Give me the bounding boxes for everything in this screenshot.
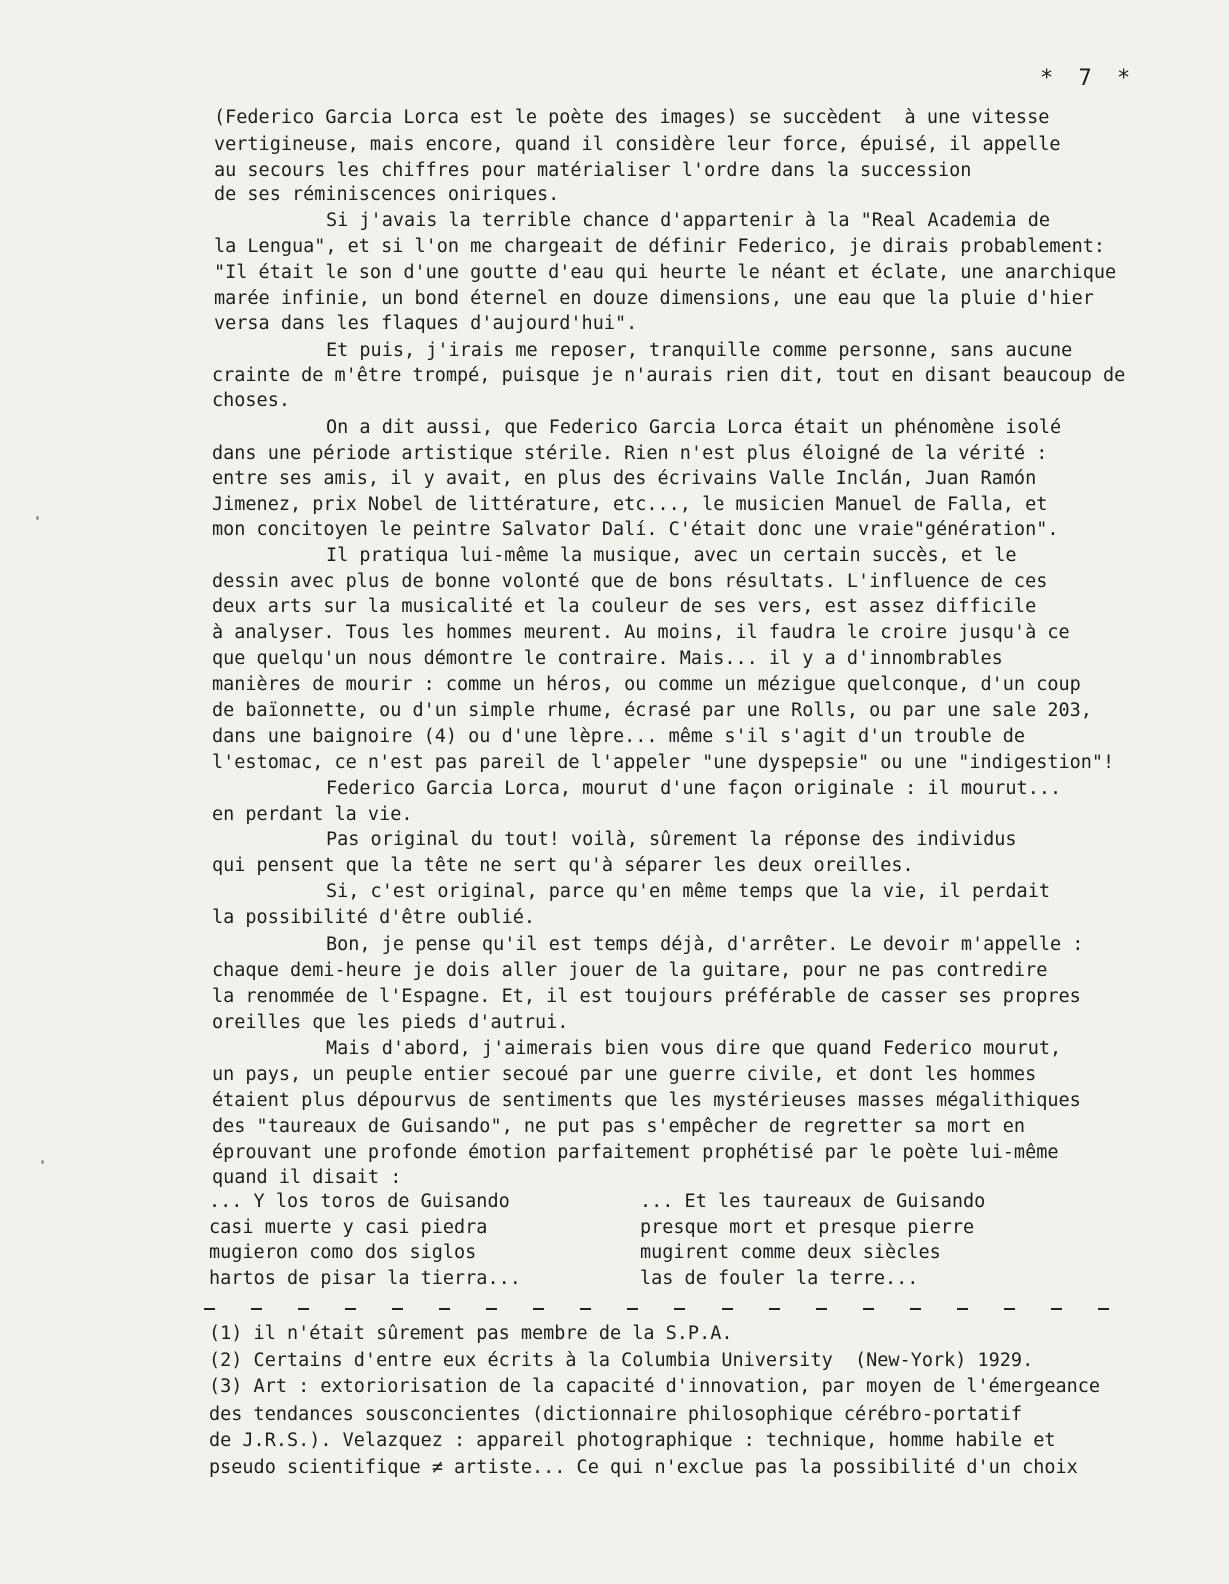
- poem-line: presque mort et presque pierre: [640, 1216, 975, 1238]
- poem-french: [640, 1191, 985, 1293]
- body-line: marée infinie, un bond éternel en douze dimensions, une eau que la pluie d'hier: [214, 288, 1094, 309]
- body-line: deux arts sur la musicalité et la couleur de ses vers, est assez difficile: [212, 596, 1037, 617]
- separator-dash: [580, 1308, 591, 1310]
- body-line: Federico Garcia Lorca, mourut d'une façon originale : il mourut...: [326, 778, 1062, 799]
- footnote-separator: [204, 1302, 1109, 1318]
- body-line: choses.: [212, 390, 290, 411]
- separator-dash: [251, 1308, 262, 1310]
- body-line: manières de mourir : comme un héros, ou comme un mézigue quelconque, d'un coup: [212, 674, 1081, 695]
- separator-dash: [722, 1308, 733, 1310]
- body-line: l'estomac, ce n'est pas pareil de l'appeler "une dyspepsie" ou une "indigestion"!: [212, 752, 1115, 773]
- body-line: étaient plus dépourvus de sentiments que les mystérieuses masses mégalithiques: [212, 1090, 1081, 1111]
- body-line: chaque demi-heure je dois aller jouer de la guitare, pour ne pas contredire: [212, 960, 1048, 981]
- body-line: Jimenez, prix Nobel de littérature, etc..., le musicien Manuel de Falla, et: [212, 494, 1048, 515]
- poem-spanish: [209, 1191, 521, 1293]
- body-line: de baïonnette, ou d'un simple rhume, écrasé par une Rolls, ou par une sale 203,: [212, 700, 1092, 721]
- footnote-line: de J.R.S.). Velazquez : appareil photographique : technique, homme habile et: [209, 1430, 1056, 1451]
- body-line: dans une baignoire (4) ou d'une lèpre... même s'il s'agit d'un trouble de: [212, 726, 1026, 747]
- separator-dash: [1004, 1308, 1015, 1310]
- page-number: * 7 *: [1040, 66, 1137, 91]
- body-line: mon concitoyen le peintre Salvator Dalí. C'était donc une vraie"génération".: [212, 519, 1059, 540]
- body-line: la possibilité d'être oublié.: [212, 907, 536, 928]
- poem-line: mugieron como dos siglos: [209, 1242, 477, 1263]
- poem-line: las de fouler la terre...: [640, 1267, 919, 1289]
- body-line: à analyser. Tous les hommes meurent. Au moins, il faudra le croire jusqu'à ce: [212, 622, 1070, 643]
- body-line: un pays, un peuple entier secoué par une guerre civile, et dont les hommes: [212, 1064, 1037, 1085]
- poem-line: casi muerte y casi piedra: [209, 1216, 488, 1238]
- paper-speck: [41, 1160, 44, 1164]
- body-line: la Lengua", et si l'on me chargeait de définir Federico, je dirais probablement:: [214, 236, 1106, 257]
- body-line: que quelqu'un nous démontre le contraire. Mais... il y a d'innombrables: [212, 648, 1003, 669]
- body-line: Et puis, j'irais me reposer, tranquille comme personne, sans aucune: [326, 340, 1073, 361]
- paper-speck: [36, 516, 39, 520]
- body-line: Bon, je pense qu'il est temps déjà, d'arrêter. Le devoir m'appelle :: [326, 934, 1084, 955]
- body-line: Il pratiqua lui-même la musique, avec un certain succès, et le: [326, 545, 1017, 566]
- footnote-line: des tendances sousconcientes (dictionnaire philosophique cérébro-portatif: [209, 1404, 1023, 1425]
- body-line: entre ses amis, il y avait, en plus des écrivains Valle Inclán, Juan Ramón: [212, 468, 1037, 489]
- body-line: vertigineuse, mais encore, quand il considère leur force, épuisé, il appelle: [214, 134, 1061, 155]
- separator-dash: [486, 1308, 497, 1310]
- body-line: Pas original du tout! voilà, sûrement la réponse des individus: [326, 829, 1017, 850]
- separator-dash: [533, 1308, 544, 1310]
- separator-dash: [298, 1308, 309, 1310]
- body-line: "Il était le son d'une goutte d'eau qui heurte le néant et éclate, une anarchique: [214, 262, 1117, 283]
- body-line: qui pensent que la tête ne sert qu'à séparer les deux oreilles.: [212, 855, 914, 876]
- body-line: oreilles que les pieds d'autrui.: [212, 1012, 569, 1033]
- footnote-line: pseudo scientifique ≠ artiste... Ce qui n'exclue pas la possibilité d'un choix: [209, 1457, 1078, 1478]
- body-line: de ses réminiscences oniriques.: [214, 184, 560, 205]
- body-line: dessin avec plus de bonne volonté que de bons résultats. L'influence de ces: [212, 571, 1048, 592]
- body-line: Si j'avais la terrible chance d'appartenir à la "Real Academia de: [326, 210, 1050, 231]
- footnote-line: (1) il n'était sûrement pas membre de la S.P.A.: [209, 1323, 733, 1344]
- separator-dash: [816, 1308, 827, 1310]
- separator-dash: [627, 1308, 638, 1310]
- body-line: On a dit aussi, que Federico Garcia Lorca était un phénomène isolé: [326, 417, 1062, 438]
- separator-dash: [957, 1308, 968, 1310]
- poem-line: ... Y los toros de Guisando: [209, 1191, 510, 1212]
- poem-line: ... Et les taureaux de Guisando: [640, 1191, 986, 1212]
- body-line: crainte de m'être trompé, puisque je n'aurais rien dit, tout en disant beaucoup de: [212, 365, 1126, 386]
- separator-dash: [910, 1308, 921, 1310]
- body-line: la renommée de l'Espagne. Et, il est toujours préférable de casser ses propres: [212, 986, 1081, 1007]
- body-line: des "taureaux de Guisando", ne put pas s'empêcher de regretter sa mort en: [212, 1116, 1026, 1137]
- poem-line: mugirent comme deux siècles: [640, 1242, 941, 1263]
- separator-dash: [1051, 1308, 1062, 1310]
- body-line: versa dans les flaques d'aujourd'hui".: [214, 313, 638, 334]
- footnote-line: (2) Certains d'entre eux écrits à la Columbia University (New-York) 1929.: [209, 1350, 1034, 1371]
- separator-dash: [392, 1308, 403, 1310]
- poem-line: hartos de pisar la tierra...: [209, 1267, 521, 1289]
- body-line: au secours les chiffres pour matérialiser l'ordre dans la succession: [214, 160, 972, 181]
- separator-dash: [345, 1308, 356, 1310]
- body-line: dans une période artistique stérile. Rien n'est plus éloigné de la vérité :: [212, 443, 1048, 464]
- separator-dash: [769, 1308, 780, 1310]
- separator-dash: [1098, 1308, 1109, 1310]
- separator-dash: [863, 1308, 874, 1310]
- body-line: Si, c'est original, parce qu'en même temps que la vie, il perdait: [326, 881, 1050, 902]
- footnote-line: (3) Art : extoriorisation de la capacité d'innovation, par moyen de l'émergeance: [209, 1376, 1101, 1397]
- separator-dash: [674, 1308, 685, 1310]
- body-line: Mais d'abord, j'aimerais bien vous dire que quand Federico mourut,: [326, 1038, 1062, 1059]
- separator-dash: [204, 1308, 215, 1310]
- body-line: éprouvant une profonde émotion parfaitement prophétisé par le poète lui-même: [212, 1142, 1059, 1163]
- separator-dash: [439, 1308, 450, 1310]
- body-line: en perdant la vie.: [212, 804, 413, 825]
- body-line: (Federico Garcia Lorca est le poète des images) se succèdent à une vitesse: [214, 107, 1050, 128]
- body-line: quand il disait :: [212, 1167, 402, 1188]
